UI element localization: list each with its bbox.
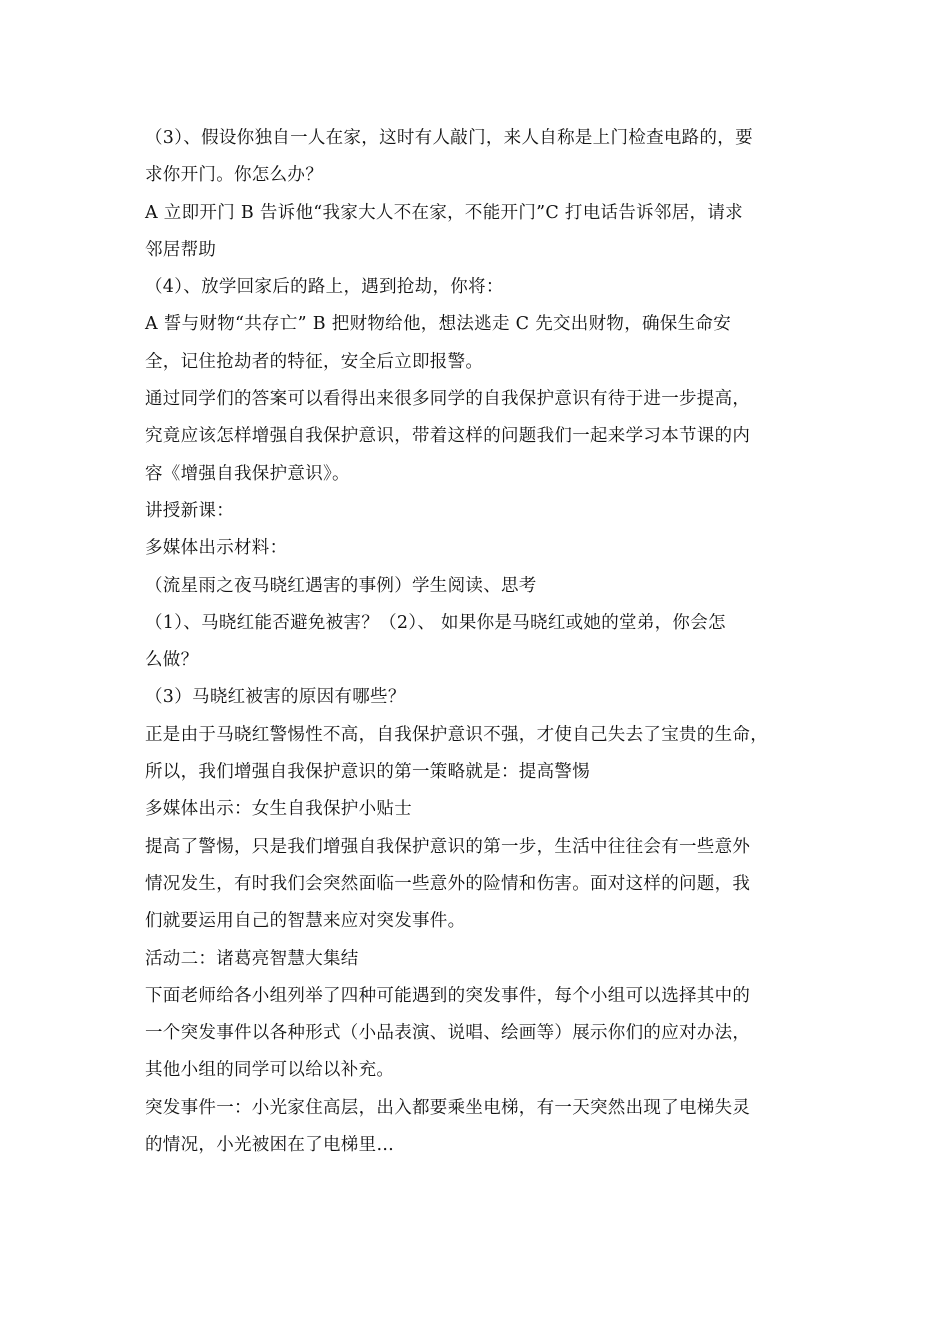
text-line: （3）、假设你独自一人在家，这时有人敲门，来人自称是上门检查电路的，要 xyxy=(145,128,753,148)
text-line: 全，记住抢劫者的特征，安全后立即报警。 xyxy=(145,351,484,372)
text-line: 求你开门。你怎么办？ xyxy=(145,165,323,186)
document-body xyxy=(145,120,825,1164)
text-line: 容《增强自我保护意识》。 xyxy=(145,463,350,484)
text-line: 的情况，小光被困在了电梯里… xyxy=(145,1135,395,1156)
text-line: （3）马晓红被害的原因有哪些？ xyxy=(145,687,406,708)
text-line: 情况发生，有时我们会突然面临一些意外的险情和伤害。面对这样的问题，我 xyxy=(145,873,751,894)
text-line: 多媒体出示材料： xyxy=(145,538,288,559)
text-line: （1）、马晓红能否避免被害？（2）、 如果你是马晓红或她的堂弟，你会怎 xyxy=(145,612,726,633)
text-line: 活动二：诸葛亮智慧大集结 xyxy=(145,948,359,969)
text-line: （流星雨之夜马晓红遇害的事例）学生阅读、思考 xyxy=(145,575,537,596)
text-line: A 誓与财物“共存亡” B 把财物给他，想法逃走 C 先交出财物，确保生命安 xyxy=(145,314,731,335)
text-line: 突发事件一：小光家住高层，出入都要乘坐电梯，有一天突然出现了电梯失灵 xyxy=(145,1097,751,1118)
text-line: 讲授新课： xyxy=(145,500,234,521)
text-line: 究竟应该怎样增强自我保护意识，带着这样的问题我们一起来学习本节课的内 xyxy=(145,426,751,447)
text-line: A 立即开门 B 告诉他“我家大人不在家，不能开门”C 打电话告诉邻居，请求 xyxy=(145,202,743,223)
text-line: 下面老师给各小组列举了四种可能遇到的突发事件，每个小组可以选择其中的 xyxy=(145,985,751,1006)
text-line: 邻居帮助 xyxy=(145,239,217,260)
text-line: 么做？ xyxy=(145,650,199,671)
text-line: 多媒体出示：女生自我保护小贴士 xyxy=(145,799,412,820)
text-line: （4）、放学回家后的路上，遇到抢劫，你将： xyxy=(145,277,504,298)
text-line: 其他小组的同学可以给以补充。 xyxy=(145,1060,395,1081)
text-line: 们就要运用自己的智慧来应对突发事件。 xyxy=(145,911,466,932)
text-line: 一个突发事件以各种形式（小品表演、说唱、绘画等）展示你们的应对办法， xyxy=(145,1023,751,1044)
text-line: 所以，我们增强自我保护意识的第一策略就是：提高警惕 xyxy=(145,762,590,783)
text-line: 正是由于马晓红警惕性不高，自我保护意识不强，才使自己失去了宝贵的生命， xyxy=(145,724,768,745)
text-line: 提高了警惕，只是我们增强自我保护意识的第一步，生活中往往会有一些意外 xyxy=(145,836,751,857)
text-line: 通过同学们的答案可以看得出来很多同学的自我保护意识有待于进一步提高， xyxy=(145,389,751,410)
